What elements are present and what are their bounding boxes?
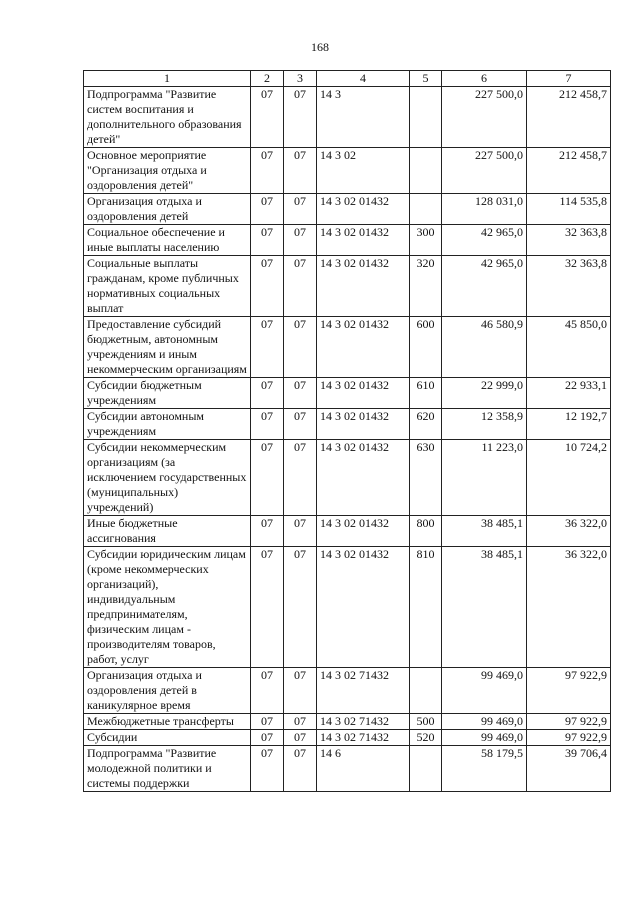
- target-article-cell: 14 3 02 71432: [317, 668, 410, 714]
- expense-type-cell: 800: [410, 516, 442, 547]
- section-code-cell: 07: [251, 409, 284, 440]
- section-code-cell: 07: [251, 194, 284, 225]
- row-name-cell: Субсидии некоммерческим организациям (за исключением государственных (муниципальных) учреждений): [84, 440, 251, 516]
- amount-actual-cell: 212 458,7: [527, 87, 611, 148]
- column-header: 3: [284, 71, 317, 87]
- subsection-code-cell: 07: [284, 148, 317, 194]
- section-code-cell: 07: [251, 668, 284, 714]
- amount-actual-cell: 22 933,1: [527, 378, 611, 409]
- expense-type-cell: 610: [410, 378, 442, 409]
- amount-plan-cell: 12 358,9: [442, 409, 527, 440]
- section-code-cell: 07: [251, 746, 284, 792]
- header-row: [84, 71, 611, 87]
- subsection-code-cell: 07: [284, 378, 317, 409]
- subsection-code-cell: 07: [284, 256, 317, 317]
- expense-type-cell: 630: [410, 440, 442, 516]
- row-name-cell: Иные бюджетные ассигнования: [84, 516, 251, 547]
- amount-actual-cell: 32 363,8: [527, 256, 611, 317]
- section-code-cell: 07: [251, 378, 284, 409]
- subsection-code-cell: 07: [284, 516, 317, 547]
- row-name-cell: Организация отдыха и оздоровления детей: [84, 194, 251, 225]
- amount-plan-cell: 227 500,0: [442, 87, 527, 148]
- table-row: [84, 730, 611, 746]
- expense-type-cell: 500: [410, 714, 442, 730]
- section-code-cell: 07: [251, 87, 284, 148]
- amount-actual-cell: 36 322,0: [527, 516, 611, 547]
- column-header: 6: [442, 71, 527, 87]
- column-header: 5: [410, 71, 442, 87]
- target-article-cell: 14 6: [317, 746, 410, 792]
- amount-actual-cell: 12 192,7: [527, 409, 611, 440]
- budget-table: [83, 70, 611, 792]
- table-row: [84, 225, 611, 256]
- section-code-cell: 07: [251, 317, 284, 378]
- amount-actual-cell: 39 706,4: [527, 746, 611, 792]
- amount-plan-cell: 38 485,1: [442, 547, 527, 668]
- expense-type-cell: [410, 194, 442, 225]
- target-article-cell: 14 3: [317, 87, 410, 148]
- amount-plan-cell: 99 469,0: [442, 714, 527, 730]
- row-name-cell: Организация отдыха и оздоровления детей в каникулярное время: [84, 668, 251, 714]
- table-row: [84, 148, 611, 194]
- table-row: [84, 409, 611, 440]
- amount-actual-cell: 45 850,0: [527, 317, 611, 378]
- section-code-cell: 07: [251, 256, 284, 317]
- subsection-code-cell: 07: [284, 714, 317, 730]
- amount-plan-cell: 38 485,1: [442, 516, 527, 547]
- subsection-code-cell: 07: [284, 547, 317, 668]
- amount-plan-cell: 22 999,0: [442, 378, 527, 409]
- expense-type-cell: [410, 668, 442, 714]
- amount-plan-cell: 11 223,0: [442, 440, 527, 516]
- row-name-cell: Субсидии автономным учреждениям: [84, 409, 251, 440]
- amount-plan-cell: 99 469,0: [442, 668, 527, 714]
- expense-type-cell: 620: [410, 409, 442, 440]
- amount-plan-cell: 128 031,0: [442, 194, 527, 225]
- target-article-cell: 14 3 02 01432: [317, 256, 410, 317]
- section-code-cell: 07: [251, 730, 284, 746]
- target-article-cell: 14 3 02: [317, 148, 410, 194]
- amount-plan-cell: 42 965,0: [442, 225, 527, 256]
- amount-plan-cell: 42 965,0: [442, 256, 527, 317]
- amount-actual-cell: 10 724,2: [527, 440, 611, 516]
- table-row: [84, 516, 611, 547]
- target-article-cell: 14 3 02 01432: [317, 378, 410, 409]
- row-name-cell: Субсидии бюджетным учреждениям: [84, 378, 251, 409]
- table-row: [84, 714, 611, 730]
- subsection-code-cell: 07: [284, 409, 317, 440]
- amount-plan-cell: 227 500,0: [442, 148, 527, 194]
- row-name-cell: Социальные выплаты гражданам, кроме публичных нормативных социальных выплат: [84, 256, 251, 317]
- subsection-code-cell: 07: [284, 440, 317, 516]
- table-row: [84, 746, 611, 792]
- section-code-cell: 07: [251, 516, 284, 547]
- section-code-cell: 07: [251, 225, 284, 256]
- target-article-cell: 14 3 02 01432: [317, 317, 410, 378]
- target-article-cell: 14 3 02 01432: [317, 516, 410, 547]
- table-row: [84, 440, 611, 516]
- column-header: 4: [317, 71, 410, 87]
- amount-plan-cell: 58 179,5: [442, 746, 527, 792]
- amount-actual-cell: 32 363,8: [527, 225, 611, 256]
- expense-type-cell: [410, 148, 442, 194]
- table-row: [84, 194, 611, 225]
- subsection-code-cell: 07: [284, 730, 317, 746]
- target-article-cell: 14 3 02 01432: [317, 409, 410, 440]
- table-row: [84, 317, 611, 378]
- amount-actual-cell: 114 535,8: [527, 194, 611, 225]
- row-name-cell: Субсидии юридическим лицам (кроме некоммерческих организаций), индивидуальным предпринимателям, физическим лицам - производителям товаров, работ, услуг: [84, 547, 251, 668]
- target-article-cell: 14 3 02 01432: [317, 194, 410, 225]
- amount-actual-cell: 212 458,7: [527, 148, 611, 194]
- section-code-cell: 07: [251, 148, 284, 194]
- table-row: [84, 87, 611, 148]
- subsection-code-cell: 07: [284, 194, 317, 225]
- row-name-cell: Предоставление субсидий бюджетным, автономным учреждениям и иным некоммерческим организациям: [84, 317, 251, 378]
- expense-type-cell: 810: [410, 547, 442, 668]
- section-code-cell: 07: [251, 547, 284, 668]
- target-article-cell: 14 3 02 01432: [317, 547, 410, 668]
- subsection-code-cell: 07: [284, 668, 317, 714]
- table-row: [84, 256, 611, 317]
- amount-actual-cell: 36 322,0: [527, 547, 611, 668]
- column-header: 7: [527, 71, 611, 87]
- page-number: 168: [311, 40, 329, 54]
- table-body: [84, 87, 611, 792]
- row-name-cell: Подпрограмма "Развитие молодежной политики и системы поддержки: [84, 746, 251, 792]
- table-row: [84, 668, 611, 714]
- amount-plan-cell: 99 469,0: [442, 730, 527, 746]
- expense-type-cell: [410, 746, 442, 792]
- row-name-cell: Подпрограмма "Развитие систем воспитания и дополнительного образования детей": [84, 87, 251, 148]
- subsection-code-cell: 07: [284, 746, 317, 792]
- expense-type-cell: 300: [410, 225, 442, 256]
- amount-actual-cell: 97 922,9: [527, 730, 611, 746]
- expense-type-cell: 520: [410, 730, 442, 746]
- subsection-code-cell: 07: [284, 87, 317, 148]
- row-name-cell: Основное мероприятие "Организация отдыха и оздоровления детей": [84, 148, 251, 194]
- column-header: 2: [251, 71, 284, 87]
- target-article-cell: 14 3 02 71432: [317, 730, 410, 746]
- target-article-cell: 14 3 02 01432: [317, 440, 410, 516]
- section-code-cell: 07: [251, 440, 284, 516]
- column-header: 1: [84, 71, 251, 87]
- row-name-cell: Социальное обеспечение и иные выплаты населению: [84, 225, 251, 256]
- target-article-cell: 14 3 02 01432: [317, 225, 410, 256]
- table-row: [84, 378, 611, 409]
- amount-plan-cell: 46 580,9: [442, 317, 527, 378]
- row-name-cell: Субсидии: [84, 730, 251, 746]
- expense-type-cell: 320: [410, 256, 442, 317]
- subsection-code-cell: 07: [284, 225, 317, 256]
- subsection-code-cell: 07: [284, 317, 317, 378]
- section-code-cell: 07: [251, 714, 284, 730]
- amount-actual-cell: 97 922,9: [527, 668, 611, 714]
- expense-type-cell: 600: [410, 317, 442, 378]
- row-name-cell: Межбюджетные трансферты: [84, 714, 251, 730]
- table-row: [84, 547, 611, 668]
- target-article-cell: 14 3 02 71432: [317, 714, 410, 730]
- amount-actual-cell: 97 922,9: [527, 714, 611, 730]
- expense-type-cell: [410, 87, 442, 148]
